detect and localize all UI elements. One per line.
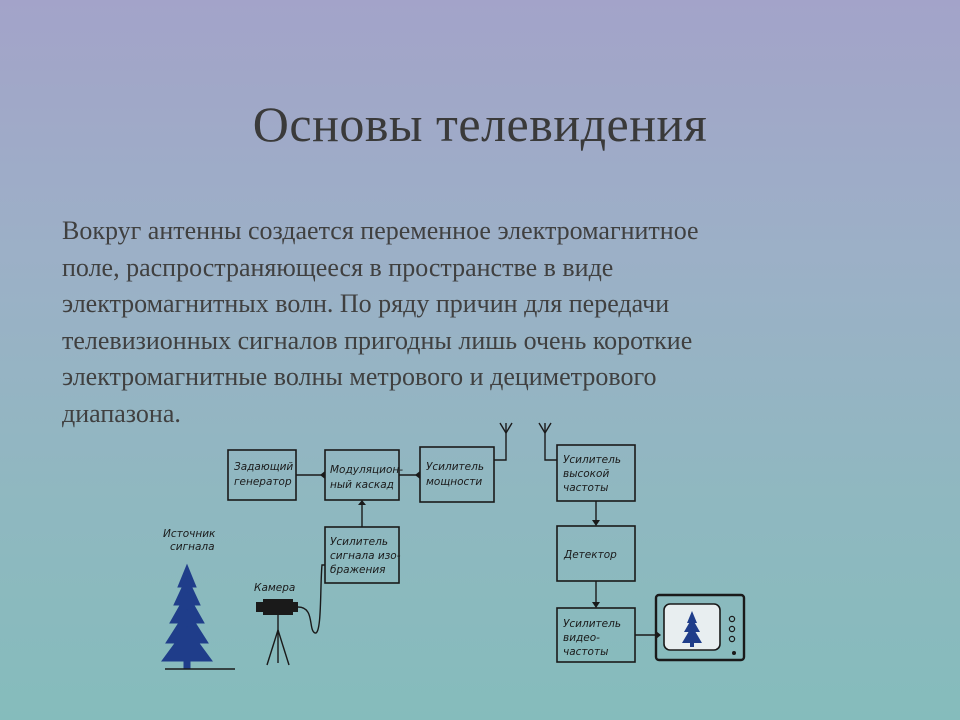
paragraph-line: электромагнитные волны метрового и дециметрового	[62, 362, 657, 391]
paragraph-line: электромагнитных волн. По ряду причин для передачи	[62, 289, 670, 318]
block-label: бражения	[330, 564, 386, 576]
paragraph-line: диапазона.	[62, 398, 181, 428]
block-label: Усилитель	[426, 461, 485, 473]
source-label-line: Источник	[163, 528, 216, 540]
video-signal-amplifier-block	[325, 527, 401, 583]
block-label: генератор	[234, 476, 292, 488]
paragraph-line: телевизионных сигналов пригодны лишь очень короткие	[62, 325, 693, 355]
camera-label: Камера	[254, 582, 296, 594]
camera-cable	[298, 565, 325, 633]
slide-title: Основы телевидения	[252, 96, 708, 152]
block-label: высокой	[563, 468, 610, 480]
paragraph-line: Вокруг антенны создается переменное электромагнитное	[62, 216, 699, 245]
block-label: Усилитель	[563, 618, 622, 630]
block-label: Усилитель	[563, 454, 622, 466]
transmit-antenna-icon	[500, 423, 512, 433]
tv-transmission-diagram	[150, 415, 760, 677]
body-paragraph	[62, 213, 892, 432]
paragraph-line: поле, распространяющееся в пространстве в виде	[62, 252, 614, 282]
detector-block	[557, 526, 635, 581]
block-label: сигнала изо-	[330, 550, 401, 562]
block-label: Модуляцион-	[330, 464, 404, 476]
block-label: частоты	[563, 482, 609, 494]
block-label: видео-	[563, 632, 600, 644]
connector	[545, 433, 557, 460]
block-label: Детектор	[564, 549, 617, 561]
tree-icon	[162, 565, 212, 669]
block-label: ный каскад	[330, 479, 394, 491]
master-oscillator-block	[228, 450, 296, 500]
block-label: мощности	[426, 476, 483, 488]
modulation-stage-block	[325, 450, 403, 500]
tv-set-icon	[656, 595, 744, 660]
video-amplifier-block	[557, 608, 635, 662]
arrow-icon	[592, 520, 600, 526]
source-label-line: сигнала	[170, 541, 215, 553]
arrow-icon	[592, 602, 600, 608]
block-label: Задающий	[234, 461, 294, 473]
block-label: Усилитель	[330, 536, 389, 548]
rf-amplifier-block	[557, 445, 635, 501]
receive-antenna-icon	[539, 423, 551, 433]
block-label: частоты	[563, 646, 609, 658]
connector	[494, 433, 506, 460]
camera-icon	[256, 599, 298, 665]
power-amplifier-block	[420, 447, 494, 502]
